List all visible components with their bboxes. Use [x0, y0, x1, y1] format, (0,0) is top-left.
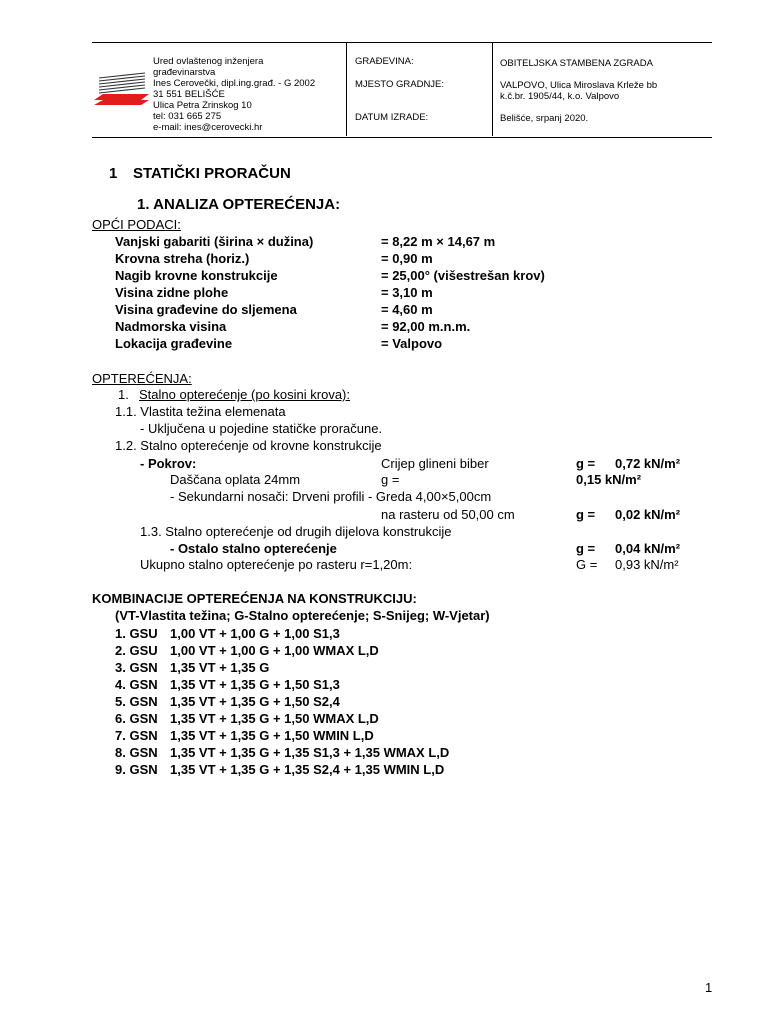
combination-formula: 1,35 VT + 1,35 G + 1,35 S1,3 + 1,35 WMAX L,D — [170, 745, 450, 760]
value-date: Belišće, srpanj 2020. — [500, 113, 589, 124]
combination-formula: 1,35 VT + 1,35 G + 1,35 S2,4 + 1,35 WMIN L,D — [170, 762, 445, 777]
total-value: 0,93 kN/m² — [615, 557, 679, 572]
general-value: = 8,22 m × 14,67 m — [381, 234, 496, 249]
loads-heading: OPTEREĆENJA: — [92, 371, 192, 386]
cover-value: 0,72 kN/m² — [615, 456, 681, 471]
secondary-label: - Sekundarni nosači: Drveni profili - Greda 4,00×5,00cm — [170, 489, 492, 504]
general-value: = 4,60 m — [381, 302, 433, 317]
board-value: 0,15 kN/m² — [576, 472, 642, 487]
office-street: Ulica Petra Zrinskog 10 — [153, 100, 252, 111]
other-label: - Ostalo stalno opterećenje — [170, 541, 337, 556]
value-location: VALPOVO, Ulica Miroslava Krleže bb — [500, 80, 658, 91]
label-building: GRAĐEVINA: — [355, 56, 414, 67]
general-label: Visina zidne plohe — [115, 285, 229, 300]
header-divider — [346, 42, 347, 136]
section-title: STATIČKI PRORAČUN — [133, 165, 291, 182]
general-value: = 25,00° (višestrešan krov) — [381, 268, 545, 283]
header-divider — [492, 42, 493, 136]
combination-id: 1. GSU — [115, 626, 158, 641]
combination-id: 9. GSN — [115, 762, 158, 777]
combination-id: 6. GSN — [115, 711, 158, 726]
label-location: MJESTO GRADNJE: — [355, 79, 445, 90]
combination-formula: 1,35 VT + 1,35 G + 1,50 WMAX L,D — [170, 711, 379, 726]
label-date: DATUM IZRADE: — [355, 112, 429, 123]
other-symbol: g = — [576, 541, 596, 556]
load-item-title: Stalno opterećenje (po kosini krova): — [139, 387, 351, 402]
load-subitem: 1.2. Stalno opterećenje od krovne konstrukcije — [115, 438, 382, 453]
other-value: 0,04 kN/m² — [615, 541, 681, 556]
combination-formula: 1,35 VT + 1,35 G + 1,50 S1,3 — [170, 677, 340, 692]
cover-label: - Pokrov: — [140, 456, 197, 471]
general-label: Vanjski gabariti (širina × dužina) — [115, 234, 314, 249]
general-label: Visina građevine do sljemena — [115, 302, 297, 317]
combination-id: 7. GSN — [115, 728, 158, 743]
combination-id: 3. GSN — [115, 660, 158, 675]
cover-symbol: g = — [576, 456, 596, 471]
general-value: = 0,90 m — [381, 251, 433, 266]
load-note: - Uključena u pojedine statičke proračune. — [140, 421, 383, 436]
general-label: Lokacija građevine — [115, 336, 233, 351]
general-value: = Valpovo — [381, 336, 443, 351]
combination-formula: 1,00 VT + 1,00 G + 1,00 S1,3 — [170, 626, 340, 641]
office-email: e-mail: ines@cerovecki.hr — [153, 122, 263, 133]
office-name-cont: građevinarstva — [153, 67, 216, 78]
combination-id: 4. GSN — [115, 677, 158, 692]
general-label: Nagib krovne konstrukcije — [115, 268, 278, 283]
section-number: 1 — [109, 165, 118, 182]
secondary-desc: na rasteru od 50,00 cm — [381, 507, 515, 522]
secondary-value: 0,02 kN/m² — [615, 507, 681, 522]
company-logo — [93, 72, 151, 106]
combination-id: 5. GSN — [115, 694, 158, 709]
total-symbol: G = — [576, 557, 598, 572]
load-item-number: 1. — [118, 387, 129, 402]
general-label: Krovna streha (horiz.) — [115, 251, 250, 266]
value-building: OBITELJSKA STAMBENA ZGRADA — [500, 58, 653, 69]
board-label: Daščana oplata 24mm — [170, 472, 301, 487]
board-symbol: g = — [381, 472, 400, 487]
secondary-symbol: g = — [576, 507, 596, 522]
general-value: = 92,00 m.n.m. — [381, 319, 471, 334]
page-number: 1 — [705, 980, 713, 995]
load-subitem: 1.1. Vlastita težina elemenata — [115, 404, 286, 419]
combinations-legend: (VT-Vlastita težina; G-Stalno opterećenje; S-Snijeg; W-Vjetar) — [115, 608, 490, 623]
combination-id: 2. GSU — [115, 643, 158, 658]
combinations-heading: KOMBINACIJE OPTEREĆENJA NA KONSTRUKCIJU: — [92, 591, 417, 606]
combination-formula: 1,35 VT + 1,35 G + 1,50 WMIN L,D — [170, 728, 374, 743]
value-location-parcel: k.č.br. 1905/44, k.o. Valpovo — [500, 91, 620, 102]
general-label: Nadmorska visina — [115, 319, 227, 334]
combination-id: 8. GSN — [115, 745, 158, 760]
engineer-name: Ines Cerovečki, dipl.ing.građ. - G 2002 — [153, 78, 316, 89]
office-city: 31 551 BELIŠĆE — [153, 89, 225, 100]
section-subtitle: 1. ANALIZA OPTEREĆENJA: — [137, 196, 341, 213]
combination-formula: 1,35 VT + 1,35 G — [170, 660, 270, 675]
cover-desc: Crijep glineni biber — [381, 456, 489, 471]
office-name: Ured ovlaštenog inženjera — [153, 56, 264, 67]
total-label: Ukupno stalno opterećenje po rasteru r=1,20m: — [140, 557, 413, 572]
office-phone: tel: 031 665 275 — [153, 111, 222, 122]
load-subitem: 1.3. Stalno opterećenje od drugih dijelova konstrukcije — [140, 524, 452, 539]
combination-formula: 1,35 VT + 1,35 G + 1,50 S2,4 — [170, 694, 340, 709]
general-value: = 3,10 m — [381, 285, 433, 300]
combination-formula: 1,00 VT + 1,00 G + 1,00 WMAX L,D — [170, 643, 379, 658]
general-heading: OPĆI PODACI: — [92, 217, 181, 232]
